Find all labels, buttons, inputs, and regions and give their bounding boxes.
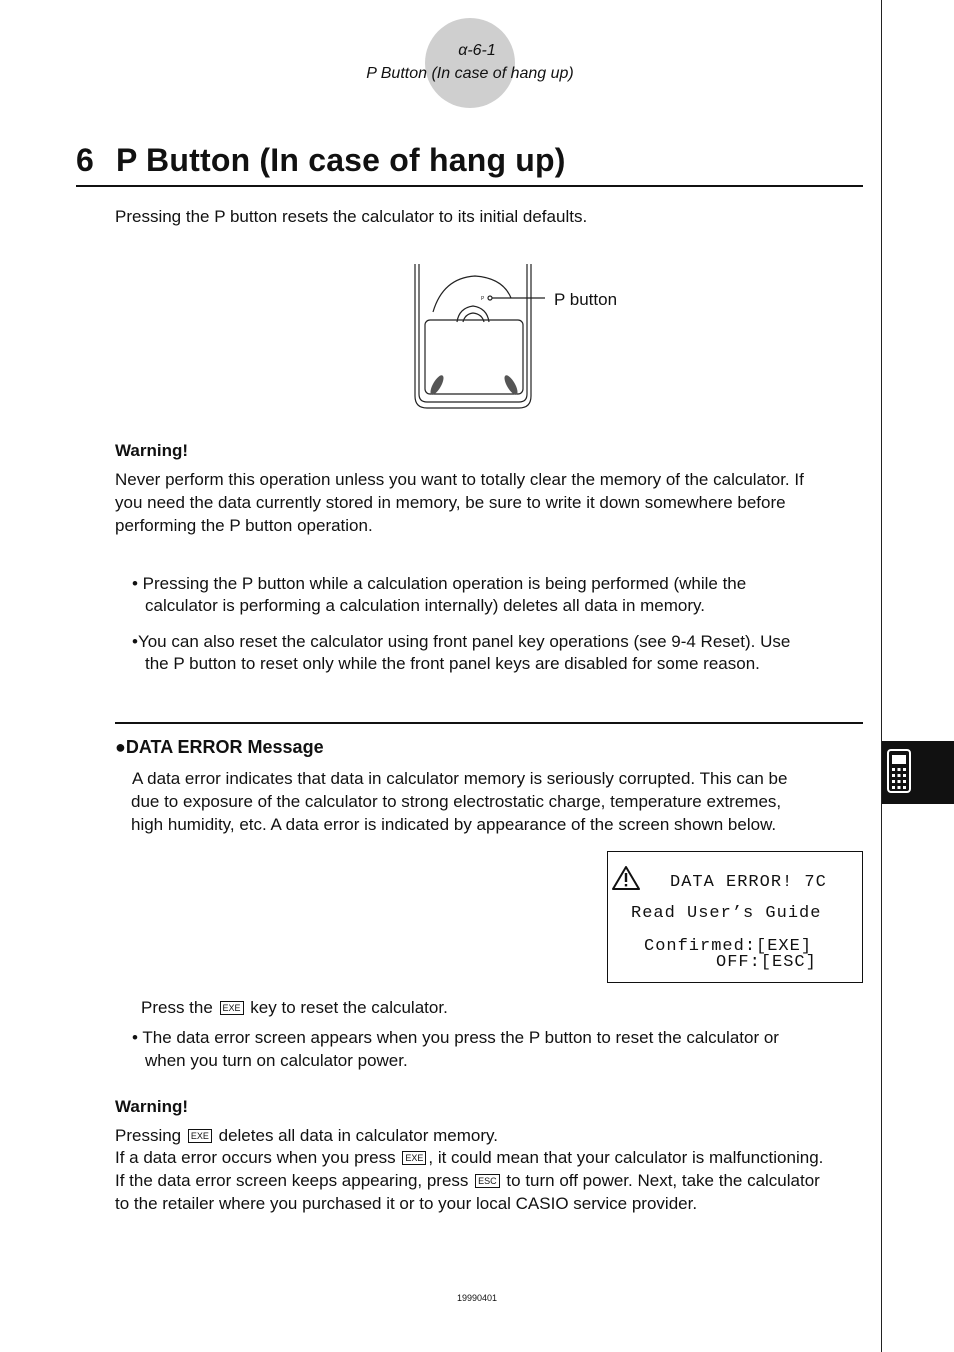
data-error-text-line: high humidity, etc. A data error is indicated by appearance of the screen shown below. [131,815,777,834]
press-text: Press the [141,998,213,1017]
data-error-text-line: A data error indicates that data in calculator memory is seriously corrupted. This can be [132,769,788,788]
heading-bullet-icon: ● [115,737,126,757]
warning-text-line [115,1124,498,1147]
data-error-screen [607,851,863,983]
calculator-icon [882,741,954,804]
bullet-item-continued: the P button to reset only while the front panel keys are disabled for some reason. [145,654,760,673]
data-error-heading-text: DATA ERROR Message [125,737,324,757]
warning-text-line: to the retailer where you purchased it or to your local CASIO service provider. [115,1194,698,1213]
bullet-item-continued: calculator is performing a calculation internally) deletes all data in memory. [145,596,705,615]
intro-text: Pressing the P button resets the calculator to its initial defaults. [115,207,588,226]
section-title [76,142,566,179]
page-code: α-6-1 [458,42,496,59]
page-footer-code: 19990401 [456,1293,498,1303]
warning-heading: Warning! [115,441,189,460]
warning-text-line [115,1169,820,1192]
page-edge-rule [881,0,882,1352]
section-rule [115,722,863,724]
data-error-text-line: due to exposure of the calculator to strong electrostatic charge, temperature extremes, [131,792,782,811]
screen-line-confirm: Confirmed:[EXE] [644,937,813,956]
warning-text-line: Never perform this operation unless you want to totally clear the memory of the calculator. If [115,470,804,489]
warning-text: deletes all data in calculator memory. [218,1126,498,1145]
warning-heading: Warning! [115,1097,189,1116]
exe-key-icon: EXE [402,1151,426,1165]
warning-text: , it could mean that your calculator is malfunctioning. [428,1148,824,1167]
warning-triangle-icon [611,865,641,891]
section-number: 6 [76,142,94,178]
section-title-text: P Button (In case of hang up) [116,142,566,178]
bullet-item: •You can also reset the calculator using front panel key operations (see 9-4 Reset). Use [132,632,791,651]
press-text: key to reset the calculator. [250,998,448,1017]
warning-text: If the data error screen keeps appearing, press [115,1171,469,1190]
screen-line-off: OFF:[ESC] [716,953,817,972]
p-button-label: P button [554,290,618,309]
screen-line-guide: Read User’s Guide [631,904,822,923]
press-exe-instruction [141,996,448,1019]
chapter-tab [882,741,954,804]
warning-text: to turn off power. Next, take the calculator [506,1171,820,1190]
esc-key-icon: ESC [475,1174,500,1188]
warning-text-line: you need the data currently stored in memory, be sure to write it down somewhere before [115,493,786,512]
warning-text-line: performing the P button operation. [115,516,373,535]
page-subtitle: P Button (In case of hang up) [366,65,574,82]
header-badge [425,18,515,108]
warning-text: If a data error occurs when you press [115,1148,396,1167]
bullet-item-continued: when you turn on calculator power. [145,1051,408,1070]
title-rule [76,185,863,187]
screen-line-error: DATA ERROR! 7C [670,873,827,892]
exe-key-icon: EXE [220,1001,244,1015]
figure-p-tiny-label: P [481,296,485,302]
warning-text-line [115,1146,823,1169]
warning-text: Pressing [115,1126,182,1145]
bullet-item: • Pressing the P button while a calculation operation is being performed (while the [132,574,747,593]
bullet-item: • The data error screen appears when you press the P button to reset the calculator or [132,1028,779,1047]
data-error-heading [115,736,324,759]
calculator-back-figure [405,262,545,414]
exe-key-icon: EXE [188,1129,212,1143]
